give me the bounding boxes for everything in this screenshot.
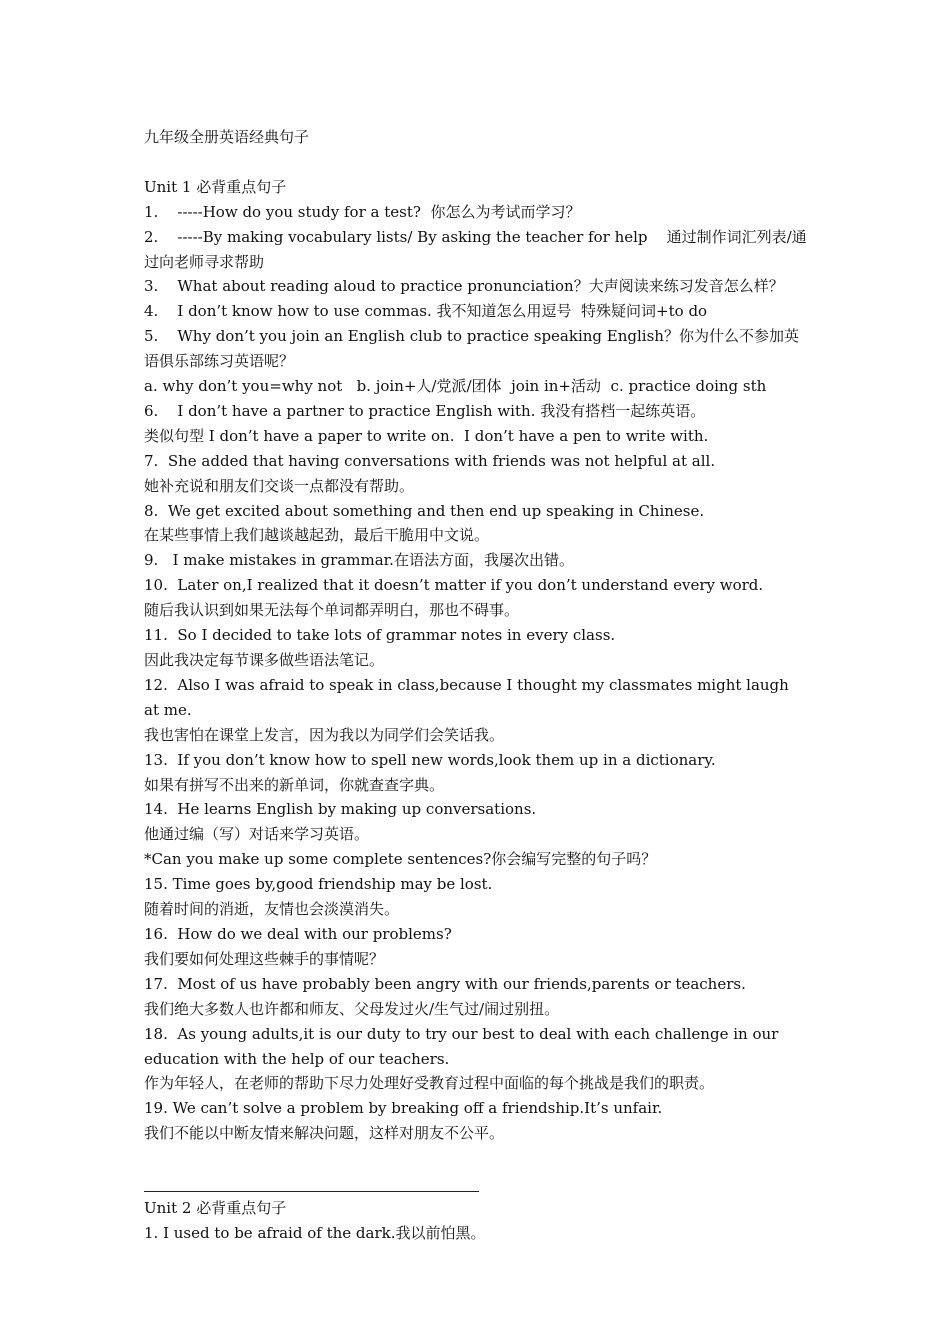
text-line: 12. Also I was afraid to speak in class,because I thought my classmates might laugh at me. [144,675,799,719]
text-line: 18. As young adults,it is our duty to try our best to deal with each challenge in our education with the help of our teachers. [144,1024,784,1068]
unit1-sentence-list [144,200,809,1146]
text-line: 14. He learns English by making up conversations. [144,800,537,819]
text-line: 在某些事情上我们越谈越起劲，最后干脆用中文说。 [144,526,490,545]
text-line: 5. Why don’t you join an English club to practice speaking English？你为什么不参加英语俱乐部练习英语呢？ [144,327,799,371]
section-divider [144,1191,479,1192]
text-line: 15. Time goes by,good friendship may be lost. [144,875,493,894]
text-line: 他通过编（写）对话来学习英语。 [144,825,370,844]
text-line: 1. I used to be afraid of the dark.我以前怕黑。 [144,1223,486,1242]
spacer [144,150,809,175]
text-line: 我们要如何处理这些棘手的事情呢？ [144,949,385,968]
unit2-sentence-list [144,1221,809,1246]
text-line: 作为年轻人，在老师的帮助下尽力处理好受教育过程中面临的每个挑战是我们的职责。 [144,1074,715,1093]
text-line: 她补充说和朋友们交谈一点都没有帮助。 [144,476,415,495]
text-line: 我也害怕在课堂上发言，因为我以为同学们会笑话我。 [144,725,505,744]
text-line: 19. We can’t solve a problem by breaking off a friendship.It’s unfair. [144,1099,663,1118]
text-line: 6. I don’t have a partner to practice English with. 我没有搭档一起练英语。 [144,401,706,420]
document-title: 九年级全册英语经典句子 [144,128,310,146]
unit1-heading: Unit 1 必背重点句子 [144,177,287,196]
text-line: 8. We get excited about something and then end up speaking in Chinese. [144,501,705,520]
text-line: *Can you make up some complete sentences?你会编写完整的句子吗？ [144,850,657,869]
text-line: 7. She added that having conversations with friends was not helpful at all. [144,451,716,470]
unit2-heading: Unit 2 必背重点句子 [144,1199,287,1218]
text-line: 我们绝大多数人也许都和师友、父母发过火/生气过/闹过别扭。 [144,999,560,1018]
text-line: 类似句型 I don’t have a paper to write on. I don’t have a pen to write with. [144,426,709,445]
text-line: 2. -----By making vocabulary lists/ By asking the teacher for help 通过制作词汇列表/通过向老师寻求帮助 [144,227,807,271]
text-line: 17. Most of us have probably been angry with our friends,parents or teachers. [144,974,746,993]
text-line: 随后我认识到如果无法每个单词都弄明白，那也不碍事。 [144,601,520,620]
text-line: 我们不能以中断友情来解决问题，这样对朋友不公平。 [144,1124,505,1143]
document-page [144,125,809,1246]
text-line: 4. I don’t know how to use commas. 我不知道怎么用逗号 特殊疑问词+to do [144,302,708,321]
text-line: a. why don’t you=why not b. join+人/党派/团体 join in+活动 c. practice doing sth [144,377,767,396]
text-line: 因此我决定每节课多做些语法笔记。 [144,651,385,670]
spacer [144,1146,809,1171]
text-line: 如果有拼写不出来的新单词，你就查查字典。 [144,775,445,794]
text-line: 1. -----How do you study for a test? 你怎么为考试而学习？ [144,202,581,221]
text-line: 10. Later on,I realized that it doesn’t matter if you don’t understand every word. [144,576,764,595]
text-line: 3. What about reading aloud to practice pronunciation？大声阅读来练习发音怎么样？ [144,277,784,296]
text-line: 11. So I decided to take lots of grammar notes in every class. [144,626,616,645]
text-line: 9. I make mistakes in grammar.在语法方面，我屡次出错。 [144,551,574,570]
text-line: 16. How do we deal with our problems? [144,924,452,943]
text-line: 随着时间的消逝，友情也会淡漠消失。 [144,900,400,919]
text-line: 13. If you don’t know how to spell new words,look them up in a dictionary. [144,750,716,769]
